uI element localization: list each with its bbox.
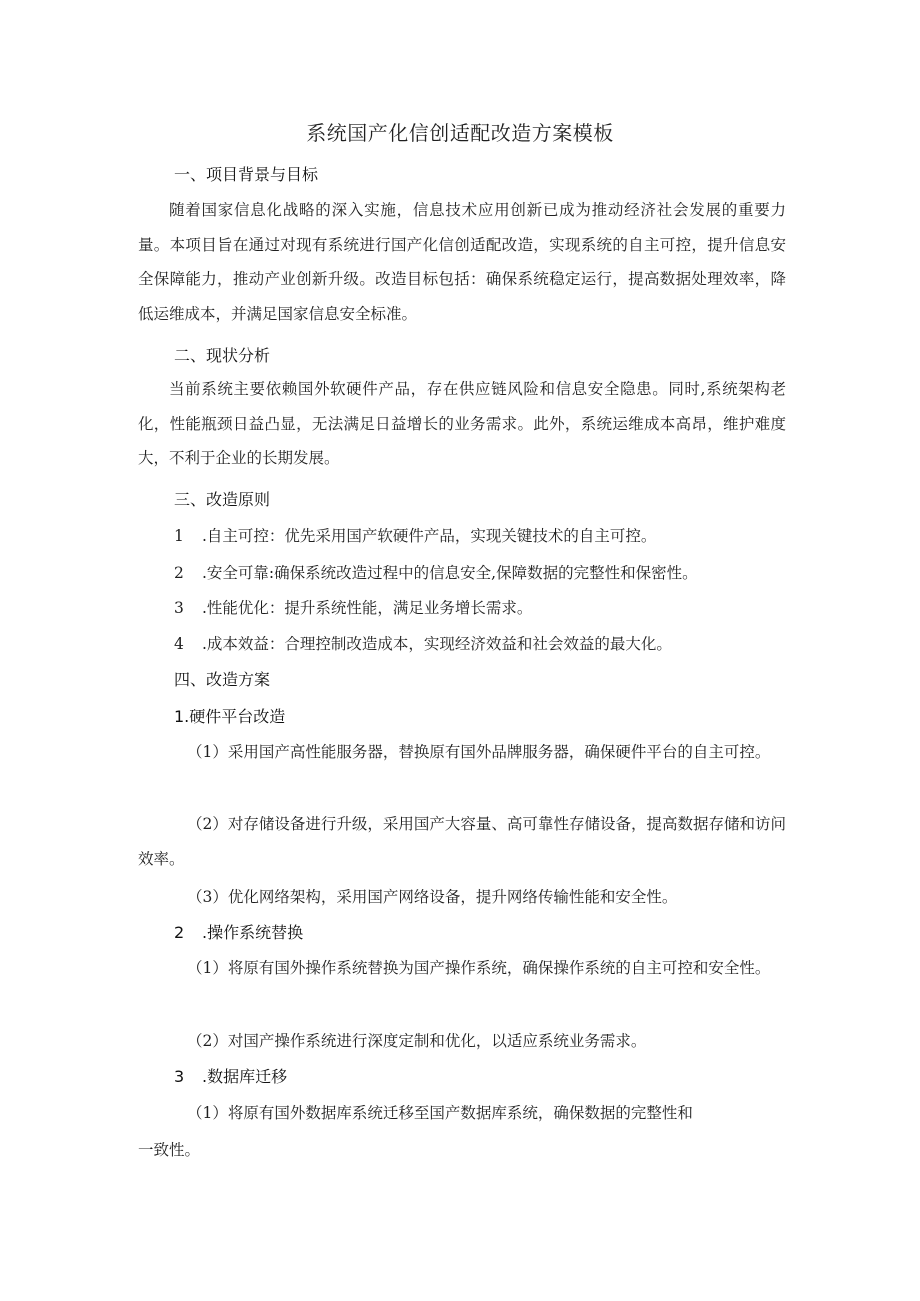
principle-item bbox=[174, 562, 794, 584]
section-2-heading: 二、现状分析 bbox=[174, 346, 271, 365]
subsection-2-item-1: （1）将原有国外操作系统替换为国产操作系统，确保操作系统的自主可控和安全性。 bbox=[187, 959, 771, 977]
list-number: 1 bbox=[174, 527, 184, 545]
page-title: 系统国产化信创适配改造方案模板 bbox=[306, 121, 614, 145]
subsection-1-item-2: （2）对存储设备进行升级，采用国产大容量、高可靠性存储设备，提高数据存储和访问效率。 bbox=[138, 815, 786, 868]
section-1-heading: 一、项目背景与目标 bbox=[174, 165, 319, 184]
section-1-paragraph: 随着国家信息化战略的深入实施，信息技术应用创新已成为推动经济社会发展的重要力量。本项目旨在通过对现有系统进行国产化信创适配改造，实现系统的自主可控，提升信息安全保障能力，推动产业创新升级。改造目标包括：确保系统稳定运行，提高数据处理效率，降低运维成本，并满足国家信息安全标准。 bbox=[138, 201, 786, 323]
subsection-3-item-1-line-2: 一致性。 bbox=[138, 1141, 201, 1159]
subsection-2-title: .操作系统替换 bbox=[202, 923, 304, 942]
subsection-1-item-3: （3）优化网络架构，采用国产网络设备，提升网络传输性能和安全性。 bbox=[187, 888, 678, 906]
subsection-1-heading: 1.硬件平台改造 bbox=[174, 707, 286, 726]
subsection-3-number: 3 bbox=[174, 1067, 185, 1086]
section-3-heading: 三、改造原则 bbox=[174, 490, 271, 509]
subsection-2-item-2: （2）对国产操作系统进行深度定制和优化，以适应系统业务需求。 bbox=[187, 1032, 647, 1050]
subsection-3-item-1-line-1: （1）将原有国外数据库系统迁移至国产数据库系统，确保数据的完整性和 bbox=[187, 1104, 693, 1122]
list-text: .成本效益：合理控制改造成本，实现经济效益和社会效益的最大化。 bbox=[202, 635, 672, 653]
list-text: .自主可控：优先采用国产软硬件产品，实现关键技术的自主可控。 bbox=[202, 527, 657, 545]
principle-item bbox=[174, 597, 794, 619]
subsection-2-heading bbox=[174, 922, 303, 944]
list-number: 4 bbox=[174, 635, 184, 653]
subsection-3-heading bbox=[174, 1066, 287, 1088]
principle-item bbox=[174, 525, 794, 547]
principle-item bbox=[174, 633, 794, 655]
list-text: .性能优化：提升系统性能，满足业务增长需求。 bbox=[202, 599, 533, 617]
subsection-2-number: 2 bbox=[174, 923, 185, 942]
list-text: .安全可靠:确保系统改造过程中的信息安全,保障数据的完整性和保密性。 bbox=[202, 564, 698, 582]
list-number: 3 bbox=[174, 599, 184, 617]
subsection-3-title: .数据库迁移 bbox=[202, 1067, 288, 1086]
subsection-1-item-1: （1）采用国产高性能服务器，替换原有国外品牌服务器，确保硬件平台的自主可控。 bbox=[187, 743, 771, 761]
list-number: 2 bbox=[174, 564, 184, 582]
section-2-paragraph: 当前系统主要依赖国外软硬件产品，存在供应链风险和信息安全隐患。同时,系统架构老化，性能瓶颈日益凸显，无法满足日益增长的业务需求。此外，系统运维成本高昂，维护难度大，不利于企业的长期发展。 bbox=[138, 380, 786, 467]
section-4-heading: 四、改造方案 bbox=[174, 670, 271, 689]
